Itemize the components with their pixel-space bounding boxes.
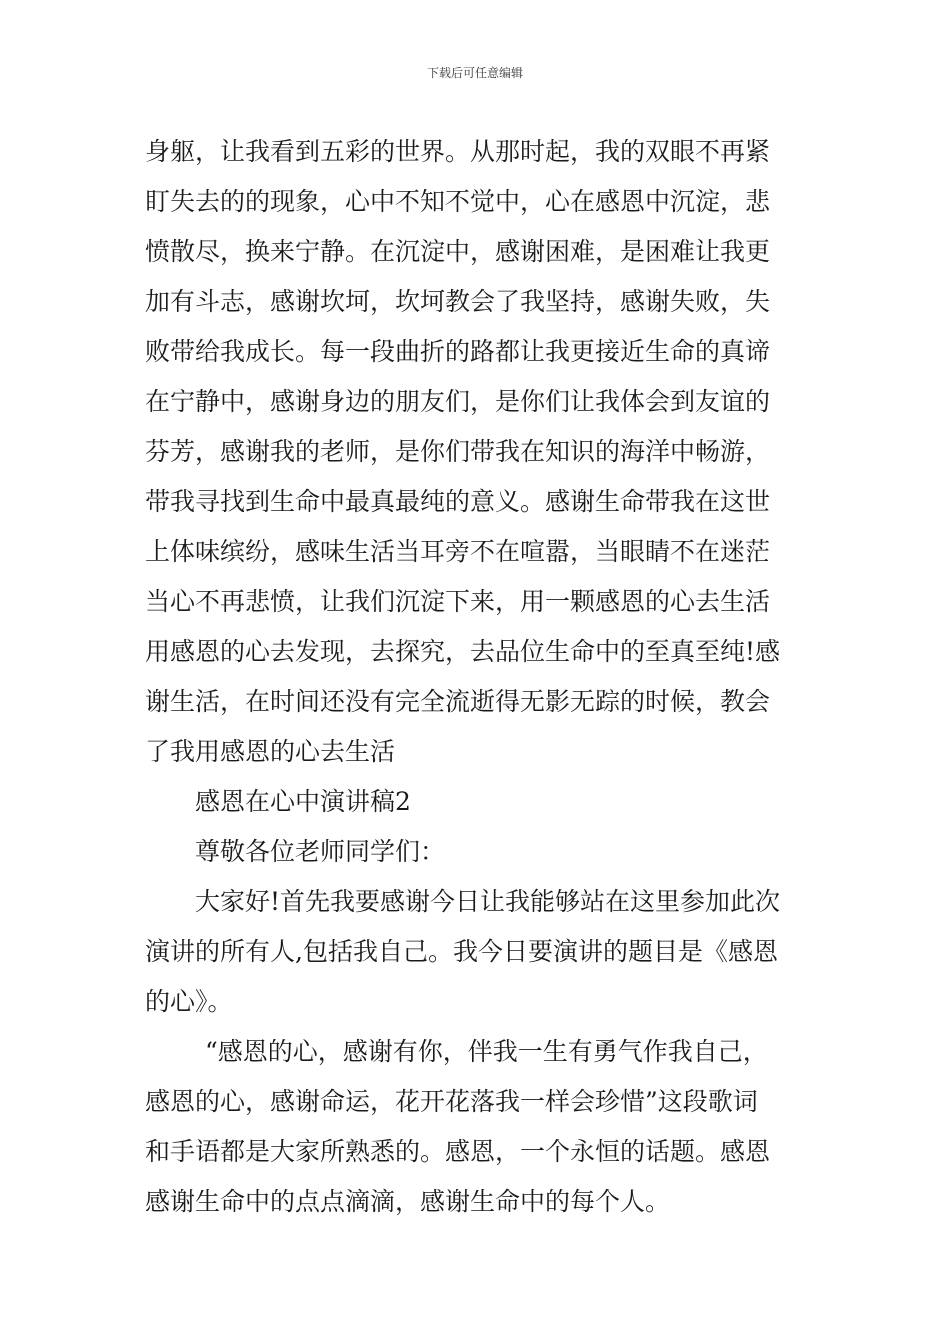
text-line: 盯失去的的现象，心中不知不觉中，心在感恩中沉淀，悲 bbox=[145, 187, 771, 216]
section-title: 感恩在心中演讲稿2 bbox=[195, 787, 411, 816]
text-line: 愤散尽，换来宁静。在沉淀中，感谢困难，是困难让我更 bbox=[145, 237, 771, 266]
salutation: 尊敬各位老师同学们： bbox=[195, 837, 446, 866]
text-line: “感恩的心，感谢有你，伴我一生有勇气作我自己， bbox=[205, 1037, 768, 1066]
text-line: 大家好!首先我要感谢今日让我能够站在这里参加此次 bbox=[195, 887, 781, 916]
text-line: 感谢生命中的点点滴滴，感谢生命中的每个人。 bbox=[145, 1187, 671, 1216]
text-line: 在宁静中，感谢身边的朋友们，是你们让我体会到友谊的 bbox=[145, 387, 771, 416]
page-header: 下载后可任意编辑 bbox=[426, 66, 523, 80]
text-line: 带我寻找到生命中最真最纯的意义。感谢生命带我在这世 bbox=[145, 487, 771, 516]
text-line: 谢生活，在时间还没有完全流逝得无影无踪的时候，教会 bbox=[145, 687, 771, 716]
text-line: 和手语都是大家所熟悉的。感恩，一个永恒的话题。感恩 bbox=[145, 1137, 771, 1166]
text-line: 的心》。 bbox=[145, 987, 233, 1016]
text-line: 演讲的所有人,包括我自己。我今日要演讲的题目是《感恩 bbox=[145, 937, 778, 966]
text-line: 身躯，让我看到五彩的世界。从那时起，我的双眼不再紧 bbox=[145, 137, 771, 166]
text-line: 败带给我成长。每一段曲折的路都让我更接近生命的真谛 bbox=[145, 337, 771, 366]
text-line: 用感恩的心去发现，去探究，去品位生命中的至真至纯!感 bbox=[145, 637, 781, 666]
text-line: 感恩的心，感谢命运，花开花落我一样会珍惜”这段歌词 bbox=[145, 1087, 758, 1116]
document-body bbox=[145, 127, 810, 1227]
text-line: 芬芳，感谢我的老师，是你们带我在知识的海洋中畅游， bbox=[145, 437, 771, 466]
text-line: 加有斗志，感谢坎坷，坎坷教会了我坚持，感谢失败，失 bbox=[145, 287, 771, 316]
text-line: 当心不再悲愤，让我们沉淀下来，用一颗感恩的心去生活 bbox=[145, 587, 771, 616]
text-line: 上体味缤纷，感味生活当耳旁不在喧嚣，当眼睛不在迷茫 bbox=[145, 537, 771, 566]
text-line: 了我用感恩的心去生活 bbox=[145, 737, 396, 766]
